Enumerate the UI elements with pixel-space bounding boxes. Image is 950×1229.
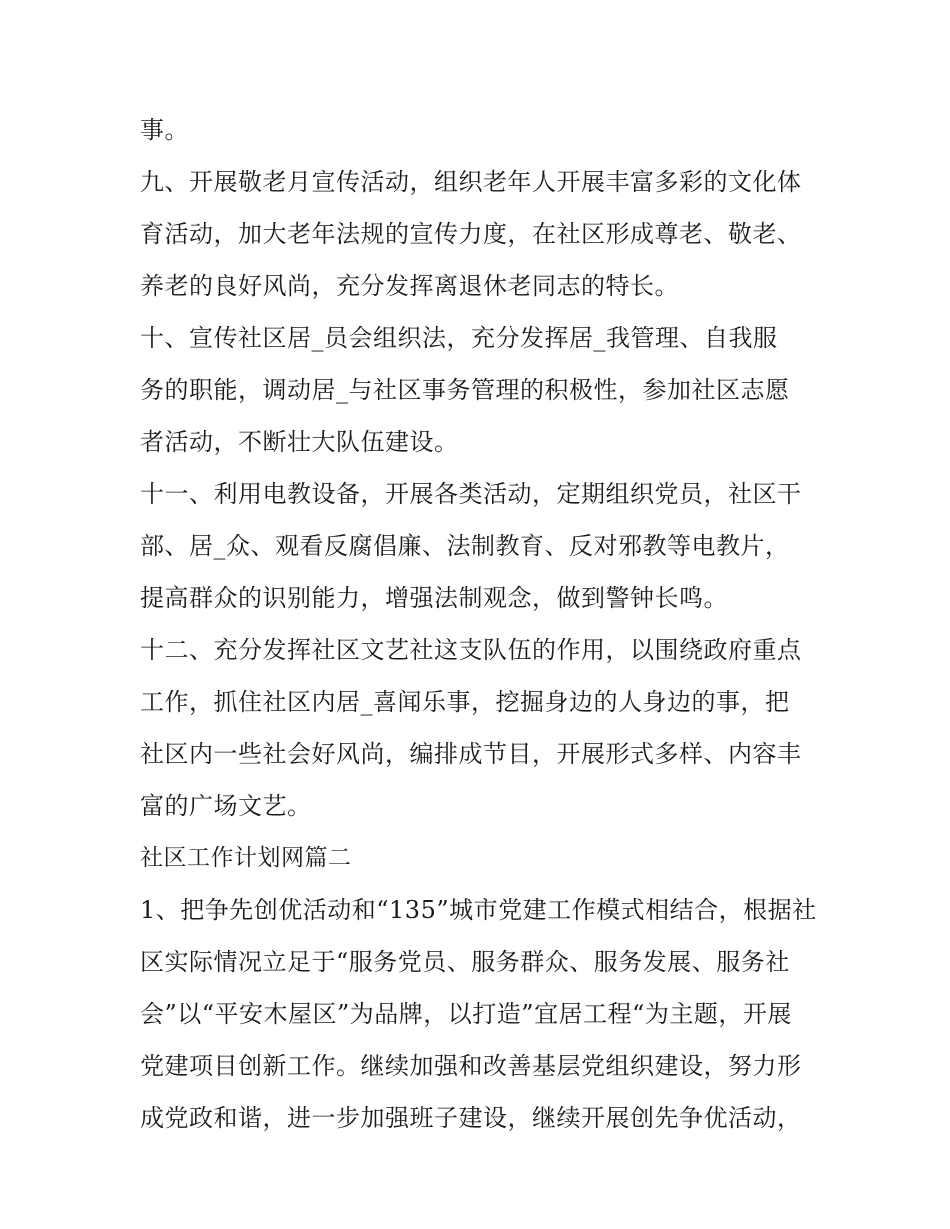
text-line: 者活动，不断壮大队伍建设。 [140,428,459,456]
text-line: 工作，抓住社区内居_喜闻乐事，挖掘身边的人身边的事，把 [140,688,790,716]
text-line: 成党政和谐，进一步加强班子建设，继续开展创先争优活动， [140,1104,802,1132]
text-line: 区实际情况立足于“服务党员、服务群众、服务发展、服务社 [140,948,790,976]
text-line: 九、开展敬老月宣传活动，组织老年人开展丰富多彩的文化体 [140,168,802,196]
text-line: 部、居_众、观看反腐倡廉、法制教育、反对邪教等电教片， [140,532,790,560]
text-line: 十、宣传社区居_员会组织法，充分发挥居_我管理、自我服 [140,324,778,352]
text-line: 十二、充分发挥社区文艺社这支队伍的作用，以围绕政府重点 [140,636,802,664]
text-line: 1、把争先创优活动和“135”城市党建工作模式相结合，根据社 [140,896,817,924]
text-line: 会”以“平安木屋区”为品牌，以打造”宜居工程“为主题，开展 [140,1000,792,1028]
text-line: 党建项目创新工作。继续加强和改善基层党组织建设，努力形 [140,1052,802,1080]
text-line: 社区内一些社会好风尚，编排成节目，开展形式多样、内容丰 [140,740,802,768]
section-heading: 社区工作计划网篇二 [140,845,352,871]
text-line: 提高群众的识别能力，增强法制观念，做到警钟长鸣。 [140,584,728,612]
text-line: 事。 [140,116,189,144]
text-line: 养老的良好风尚，充分发挥离退休老同志的特长。 [140,272,679,300]
document-body [140,104,820,1144]
text-line: 务的职能，调动居_与社区事务管理的积极性，参加社区志愿 [140,376,790,404]
text-line: 育活动，加大老年法规的宣传力度，在社区形成尊老、敬老、 [140,220,802,248]
text-line: 十一、利用电教设备，开展各类活动，定期组织党员，社区干 [140,480,802,508]
text-line: 富的广场文艺。 [140,792,312,820]
